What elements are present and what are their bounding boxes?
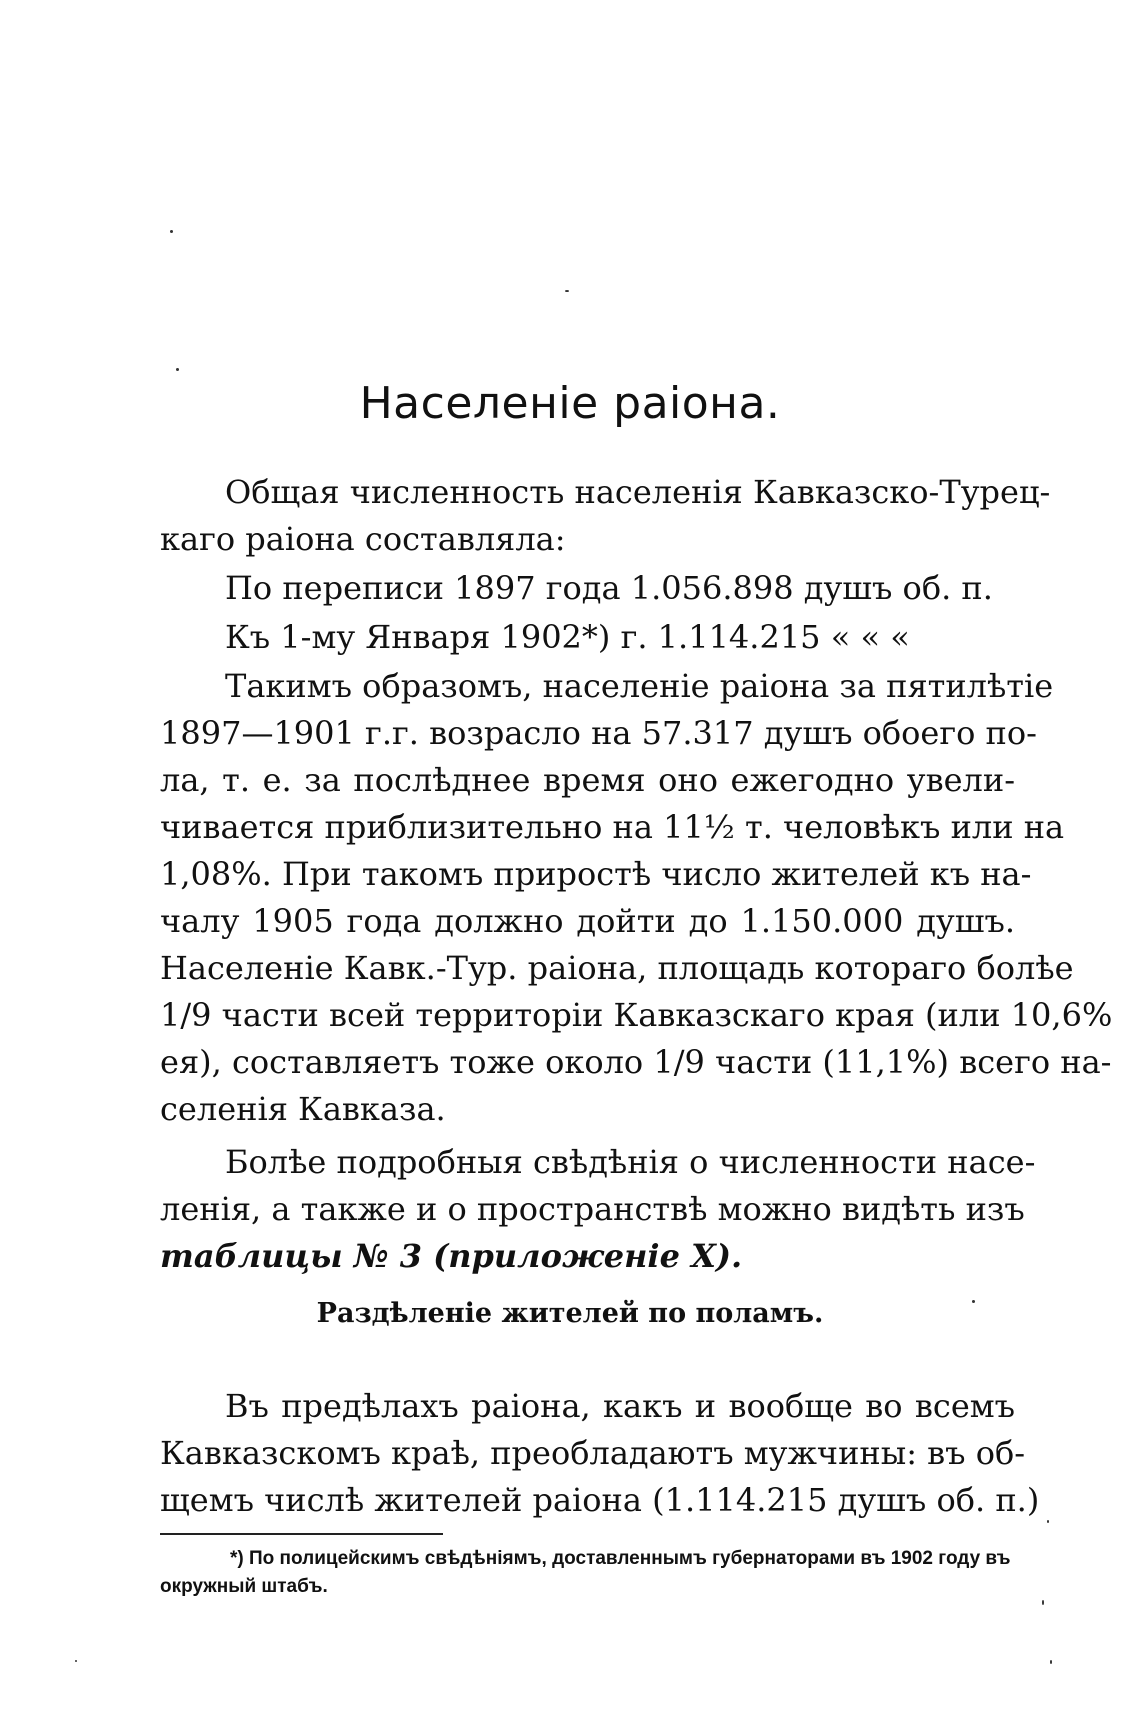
- scan-speck: [972, 1300, 975, 1303]
- page-title: Населеніе раіона.: [359, 378, 781, 429]
- paragraph-line: селенія Кавказа.: [160, 1090, 446, 1128]
- paragraph-line: ея), составляетъ тоже около 1/9 части (11,1%) всего на-: [160, 1043, 1112, 1081]
- appendix-table-reference: таблицы № 3 (приложеніе X).: [160, 1237, 743, 1275]
- scan-speck: [565, 290, 569, 292]
- paragraph-line: чалу 1905 года должно дойти до 1.150.000 душъ.: [160, 902, 1015, 940]
- paragraph-line: 1897—1901 г.г. возрасло на 57.317 душъ обоего по-: [160, 714, 1037, 752]
- paragraph-line: Такимъ образомъ, населеніе раіона за пятилѣтіе: [225, 667, 1054, 705]
- paragraph-line: 1/9 части всей территоріи Кавказскаго края (или 10,6%: [160, 996, 1113, 1034]
- paragraph-line: ла, т. е. за послѣднее время оно ежегодно увели-: [160, 761, 1015, 799]
- section-subheading: Раздѣленіе жителей по поламъ.: [316, 1298, 824, 1329]
- scan-speck: [1050, 1660, 1052, 1664]
- scan-speck: [1047, 1520, 1049, 1523]
- paragraph-line: Населеніе Кавк.-Тур. раіона, площадь котораго болѣе: [160, 949, 1074, 987]
- scan-speck: [170, 230, 173, 233]
- census-row-1902: Къ 1-му Января 1902*) г. 1.114.215 « « «: [225, 618, 910, 656]
- paragraph-line: Общая численность населенія Кавказско-Турец-: [225, 473, 1051, 511]
- paragraph-line: каго раіона составляла:: [160, 520, 566, 558]
- paragraph-line: Болѣе подробныя свѣдѣнія о численности насе-: [225, 1143, 1036, 1181]
- census-row-1897: По переписи 1897 года 1.056.898 душъ об. п.: [225, 569, 993, 607]
- paragraph-line: чивается приблизительно на 11½ т. человѣкъ или на: [160, 808, 1065, 846]
- footnote-line: окружный штабъ.: [160, 1576, 328, 1597]
- footnote-line: *) По полицейскимъ свѣдѣніямъ, доставленнымъ губернаторами въ 1902 году въ: [230, 1548, 1011, 1569]
- paragraph-line: 1,08%. При такомъ приростѣ число жителей къ на-: [160, 855, 1032, 893]
- footnote-divider: [160, 1533, 443, 1535]
- paragraph-line: ленія, а также и о пространствѣ можно видѣть изъ: [160, 1190, 1025, 1228]
- paragraph-line: Кавказскомъ краѣ, преобладаютъ мужчины: въ об-: [160, 1434, 1026, 1472]
- scan-speck: [176, 368, 179, 371]
- scan-speck: [75, 1660, 77, 1662]
- scan-speck: [1042, 1600, 1044, 1605]
- paragraph-line: Въ предѣлахъ раіона, какъ и вообще во всемъ: [225, 1387, 1015, 1425]
- paragraph-line: щемъ числѣ жителей раіона (1.114.215 душъ об. п.): [160, 1481, 1040, 1519]
